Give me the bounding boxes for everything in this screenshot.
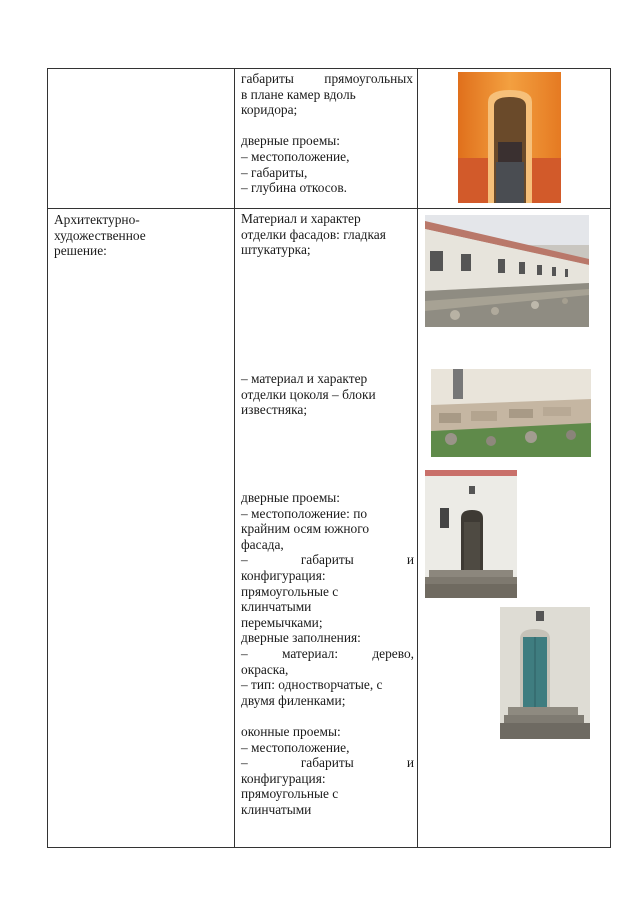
text-line: прямоугольные с (241, 583, 339, 599)
plinth-image (431, 369, 591, 457)
text-line: – тип: одностворчатые, с (241, 677, 383, 693)
word: – (241, 755, 248, 771)
word: и (406, 552, 414, 568)
justified-line (241, 71, 413, 87)
word: габариты (241, 71, 294, 86)
text-line: двумя филенками; (241, 692, 346, 708)
text-line: прямоугольные с (241, 786, 339, 802)
openings-text (235, 488, 418, 817)
text-line: перемычками; (241, 614, 323, 630)
text-line: известняка; (241, 402, 308, 418)
photo-cell-interior-doorway (458, 72, 561, 203)
text-line: окраска, (241, 661, 289, 677)
text-line: дверные проемы: (241, 133, 341, 149)
text-line: конфигурация: (241, 567, 326, 583)
justified-line (241, 552, 414, 568)
text-line: – материал и характер (241, 371, 368, 386)
text-line: дверные заполнения: (241, 630, 361, 646)
plinth-finish-text (235, 369, 418, 418)
south-door-image (425, 470, 517, 598)
text-line: оконные проемы: (241, 723, 341, 739)
word: габариты (300, 755, 354, 771)
text-line: – местоположение, (241, 148, 350, 164)
label-line: решение: (54, 243, 107, 259)
text-line: штукатурка; (241, 242, 311, 258)
justified-line (241, 646, 414, 662)
table-row (48, 209, 611, 848)
text-line: коридора; (241, 102, 298, 118)
word: прямоугольных (324, 71, 413, 86)
label-line: Архитектурно- (54, 212, 140, 227)
text-line: – глубина откосов. (241, 180, 348, 196)
table-row (48, 69, 611, 209)
label-line: художественное (54, 227, 146, 243)
row2-label (48, 209, 234, 259)
row2-label-cell (48, 209, 235, 848)
text-line: отделки фасадов: гладкая (241, 226, 386, 242)
text-line: в плане камер вдоль (241, 86, 356, 102)
text-line: – габариты, (241, 164, 308, 180)
row1-description-cell (235, 69, 418, 209)
text-line: крайним осям южного (241, 521, 370, 537)
interior-doorway-image (458, 72, 561, 203)
word: габариты (300, 552, 354, 568)
photo-south-door (425, 470, 517, 598)
facade-finish-text (235, 209, 417, 258)
word: и (406, 755, 414, 771)
text-line: Материал и характер (241, 211, 361, 226)
text-line: фасада, (241, 536, 284, 552)
word: дерево, (372, 645, 414, 661)
text-line: дверные проемы: (241, 490, 341, 505)
text-line: – местоположение, (241, 739, 350, 755)
word: – (241, 645, 248, 661)
row2-photo-cell (418, 209, 611, 848)
text-line: отделки цоколя – блоки (241, 386, 376, 402)
row1-label (48, 69, 234, 72)
row1-label-cell (48, 69, 235, 209)
text-line: конфигурация: (241, 770, 326, 786)
photo-facade (425, 215, 589, 327)
row1-description (235, 69, 417, 196)
blank-line (241, 708, 414, 724)
facade-image (425, 215, 589, 327)
text-line: клинчатыми (241, 801, 312, 817)
row1-photo-cell (418, 69, 611, 209)
word: материал: (281, 645, 339, 661)
row2-description-cell (235, 209, 418, 848)
text-line: – местоположение: по (241, 505, 368, 521)
architecture-table (47, 68, 611, 848)
word: – (241, 552, 248, 568)
text-line: клинчатыми (241, 599, 312, 615)
teal-door-image (500, 607, 590, 739)
photo-plinth (431, 369, 591, 457)
justified-line (241, 755, 414, 771)
photo-teal-door (500, 607, 590, 739)
blank-line (241, 118, 413, 134)
